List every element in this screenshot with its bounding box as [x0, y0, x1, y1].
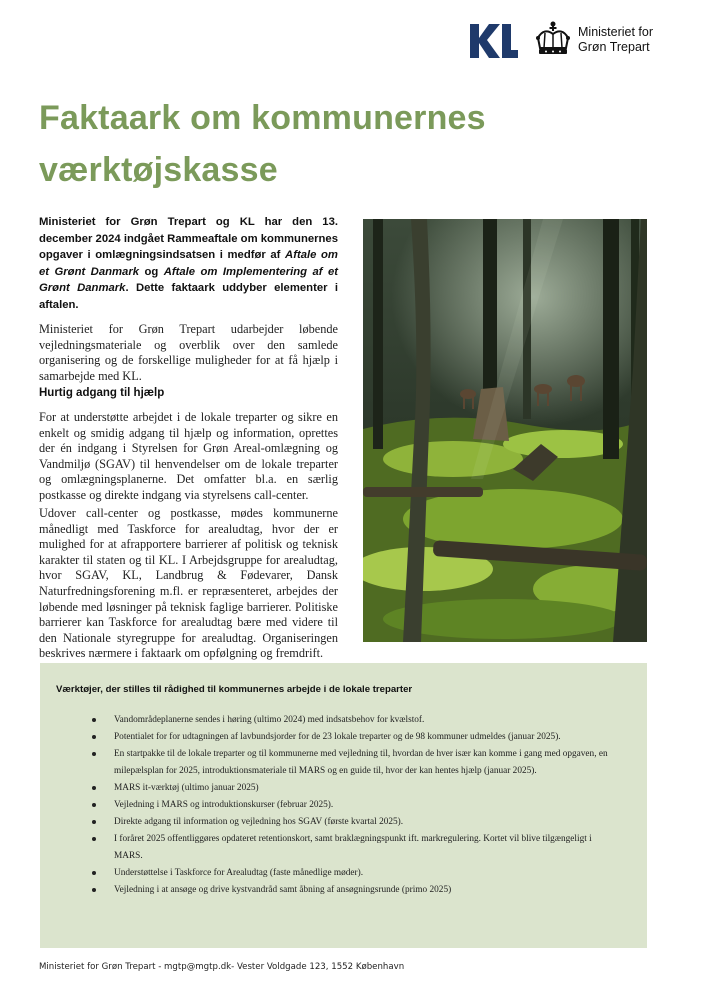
bullet-icon [92, 837, 96, 841]
list-item: Direkte adgang til information og vejledning hos SGAV (første kvartal 2025). [92, 814, 612, 831]
tools-heading: Værktøjer, der stilles til rådighed til kommunernes arbejde i de lokale treparter [56, 684, 413, 695]
bullet-icon [92, 871, 96, 875]
list-item: Potentialet for for udtagningen af lavbundsjorder for de 23 lokale treparter og de 98 kommuner udmeldes (januar 2025). [92, 729, 612, 746]
section-heading: Hurtig adgang til hjælp [39, 387, 165, 399]
list-item: En startpakke til de lokale treparter og til kommunerne med vejledning til, hvordan de hver især kan komme i gang med opgaven, en milepælsplan for 2025, introduktionsmateriale til MARS og en guide til, hvor der kan hentes hjælp (januar 2025). [92, 746, 612, 780]
bullet-icon [92, 820, 96, 824]
bullet-icon [92, 718, 96, 722]
lead-text-1: Ministeriet for Grøn Trepart og KL har den 13. december 2024 indgået Rammeaftale om kommunernes opgaver i omlægningsindsatsen i medfør af [39, 216, 338, 262]
list-item: Vejledning i at ansøge og drive kystvandråd samt åbning af ansøgningsrunde (primo 2025) [92, 882, 612, 899]
list-item: Vejledning i MARS og introduktionskurser (februar 2025). [92, 797, 612, 814]
lead-italic-1: Aftale om et Grønt Danmark [39, 249, 338, 278]
intro-paragraph: Ministeriet for Grøn Trepart udarbejder løbende vejledningsmateriale og overblik over den samlede organisering og de forskellige muligheder for at få hjælp i samarbejde med KL. [39, 322, 338, 383]
bullet-icon [92, 735, 96, 739]
list-item: Understøttelse i Taskforce for Arealudtag (faste månedlige møder). [92, 865, 612, 882]
forest-deer-photo [363, 219, 647, 642]
ministry-logo [534, 20, 653, 60]
bullet-icon [92, 888, 96, 892]
ministry-name-line1: Ministeriet for [578, 25, 654, 39]
list-item: MARS it-værktøj (ultimo januar 2025) [92, 780, 612, 797]
royal-crown-icon [534, 20, 572, 60]
lead-paragraph [39, 214, 338, 314]
bullet-icon [92, 752, 96, 756]
help-paragraph: For at understøtte arbejdet i de lokale treparter og sikre en enkelt og smidig adgang til hjælp og information, oprettes der én indgang i Styrelsen for Grøn Areal-omlægning og Vandmiljø (SGAV) til henvendelser om de lokale treparter og omlægningsplanerne. Det omfatter bl.a. en særlig postkasse og direkte indgang via styrelsens call-center. [39, 410, 338, 502]
lead-text-3: . Dette faktaark uddyber elementer i aftalen. [39, 282, 338, 311]
lead-italic-2: Aftale om Implementering af et Grønt Danmark [39, 265, 338, 295]
list-item: I foråret 2025 offentliggøres opdateret retentionskort, samt braklægningspunkt ift. markregulering. Kortet vil blive tilgængeligt i MARS. [92, 831, 612, 865]
footer-contact: Ministeriet for Grøn Trepart - mgtp@mgtp.dk- Vester Voldgade 123, 1552 København [39, 962, 405, 972]
bullet-icon [92, 803, 96, 807]
kl-logo [470, 24, 518, 58]
bullet-icon [92, 786, 96, 790]
list-item: Vandområdeplanerne sendes i høring (ultimo 2024) med indsatsbehov for kvælstof. [92, 712, 612, 729]
ministry-name-line2: Grøn Trepart [578, 40, 650, 54]
taskforce-paragraph: Udover call-center og postkasse, mødes kommunerne månedligt med Taskforce for arealudtag, hvor der er mulighed for at afrapportere barrierer af politisk og teknisk karakter til staten og til KL. I Arbejdsgruppe for arealudtag, hvor SGAV, KL, Landbrug & Fødevarer, Dansk Naturfredningsforening m.fl. er repræsenteret, arbejdes der løbende med løsninger på teknisk faglige barrierer. Politiske barrierer kan Taskforce for arealudtag bære med videre til den Nationale styregruppe for arealudtag. Organiseringen beskrives nærmere i faktaark om opfølgning og fremdrift. [39, 506, 338, 661]
tools-list [92, 712, 612, 899]
lead-text-2: og [139, 265, 164, 278]
page-title: Faktaark om kommunernes værktøjskasse [39, 99, 486, 189]
